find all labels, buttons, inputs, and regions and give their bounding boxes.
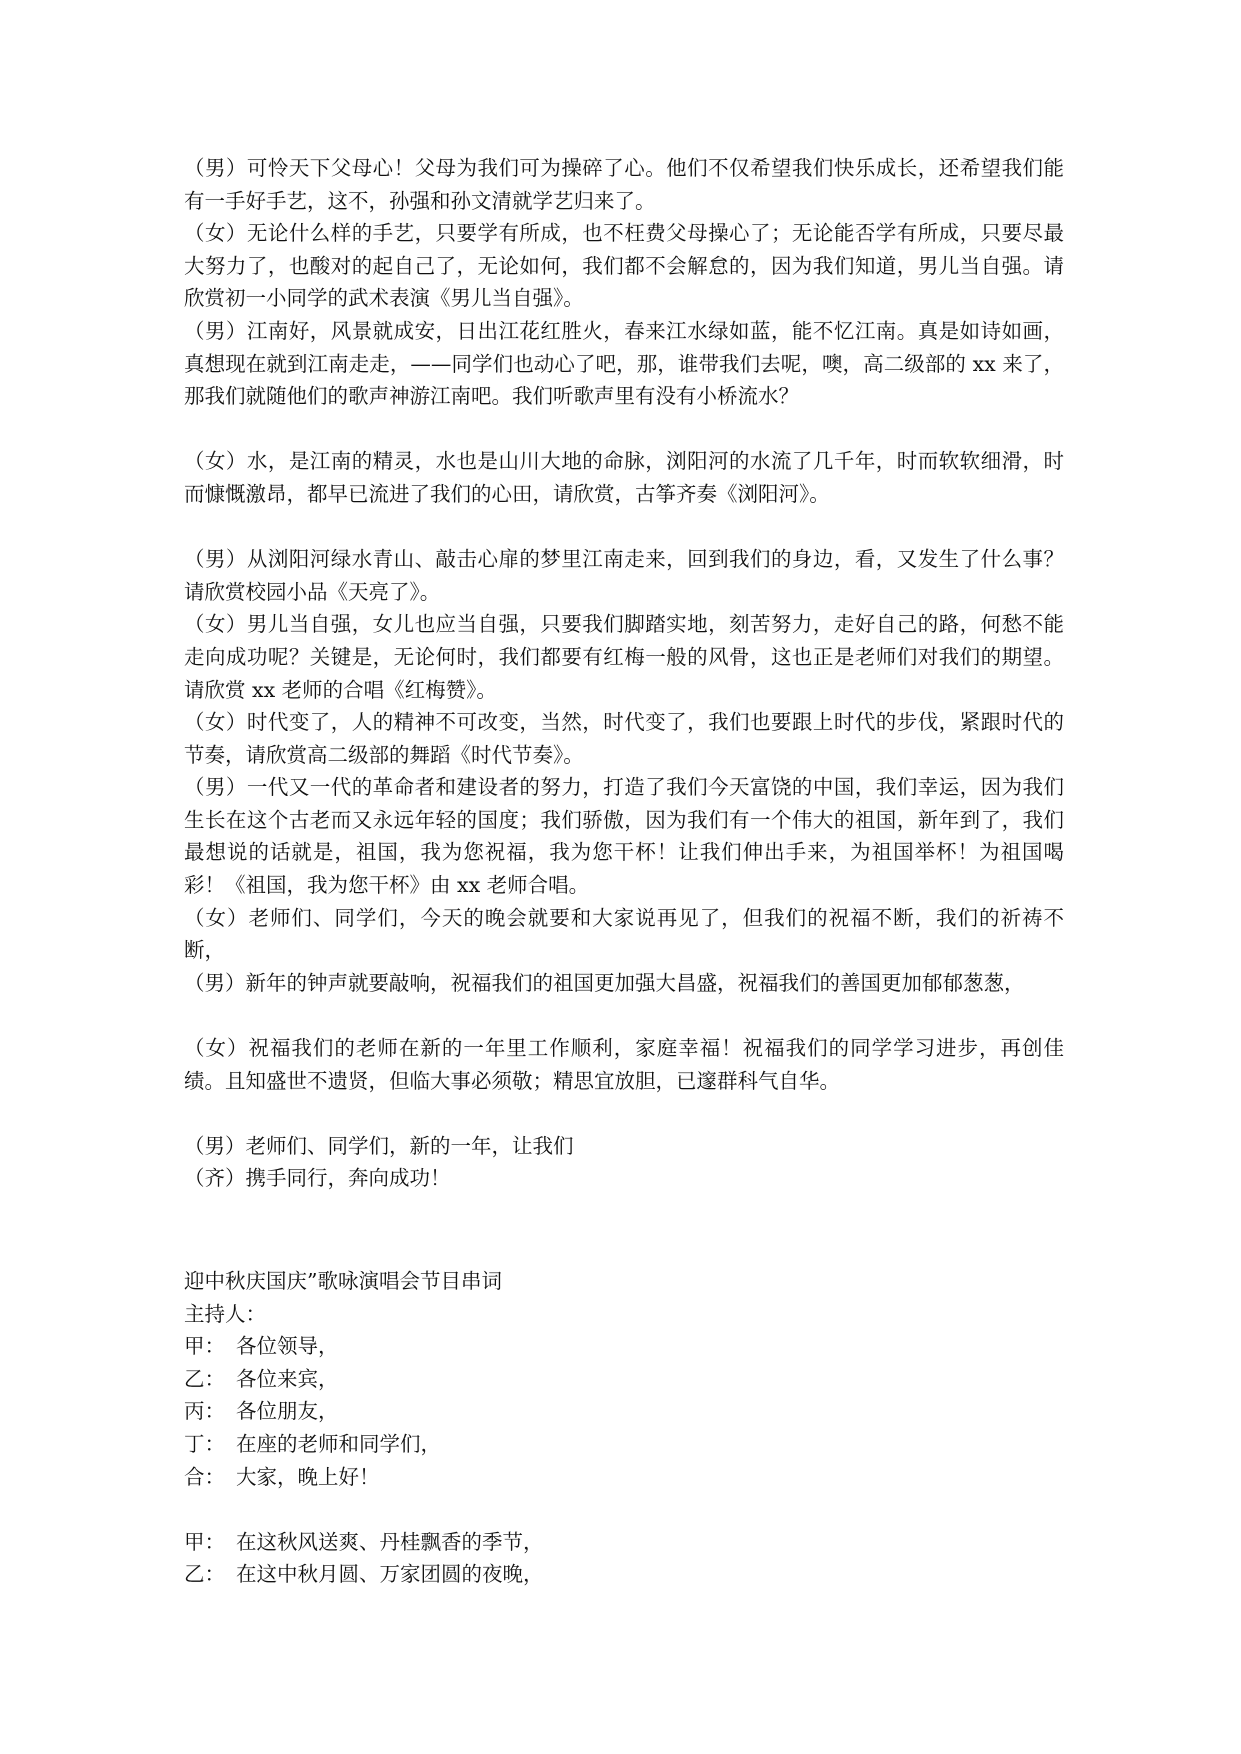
blank-line [184,511,1064,544]
host-text: 各位朋友， [236,1399,339,1424]
paragraph: （男）老师们、同学们，新的一年，让我们 [184,1133,574,1158]
paragraph: （女）男儿当自强，女儿也应当自强，只要我们脚踏实地，刻苦努力，走好自己的路，何愁不能走向成功呢？关键是，无论何时，我们都要有红梅一般的风骨，这也正是老师们对我们的期望。请欣赏 xx 老师的合唱《红梅赞》。 [184,612,1064,702]
paragraph: （男）一代又一代的革命者和建设者的努力，打造了我们今天富饶的中国，我们幸运，因为我们生长在这个古老而又永远年轻的国度；我们骄傲，因为我们有一个伟大的祖国，新年到了，我们最想说的话就是，祖国，我为您祝福，我为您干杯！让我们伸出手来，为祖国举杯！为祖国喝彩！《祖国，我为您干杯》由 xx 老师合唱。 [184,775,1064,898]
paragraph: （男）江南好，风景就成安，日出江花红胜火，春来江水绿如蓝，能不忆江南。真是如诗如画，真想现在就到江南走走，——同学们也动心了吧，那，谁带我们去呢，噢，高二级部的 xx 来了，那我们就随他们的歌声神游江南吧。我们听歌声里有没有小桥流水？ [184,318,1064,409]
host-role: 甲： [184,1334,225,1359]
blank-line [184,1097,1064,1130]
host-line [184,1558,1064,1591]
host-text: 各位来宾， [236,1366,339,1391]
paragraph: （女）老师们、同学们，今天的晚会就要和大家说再见了，但我们的祝福不断，我们的祈祷不断， [184,905,1064,963]
host-text: 在这中秋月圆、万家团圆的夜晚， [236,1562,544,1587]
host-line [184,1330,1064,1363]
paragraph: （男）从浏阳河绿水青山、敲击心扉的梦里江南走来，回到我们的身边，看，又发生了什么事？请欣赏校园小品《天亮了》。 [184,547,1064,604]
host-role: 丁： [184,1431,225,1456]
section-break [184,1195,1064,1265]
host-role: 丙： [184,1399,225,1424]
blank-line [184,1493,1064,1526]
paragraph: （女）时代变了，人的精神不可改变，当然，时代变了，我们也要跟上时代的步伐，紧跟时代的节奏，请欣赏高二级部的舞蹈《时代节奏》。 [184,710,1064,767]
host-line [184,1428,1064,1461]
section-title: 迎中秋庆国庆”歌咏演唱会节目串词 [184,1269,502,1293]
paragraph: （女）无论什么样的手艺，只要学有所成，也不枉费父母操心了；无论能否学有所成，只要尽最大努力了，也酸对的起自己了，无论如何，我们都不会解怠的，因为我们知道，男儿当自强。请欣赏初一小同学的武术表演《男儿当自强》。 [184,221,1064,311]
document-body [184,152,1064,1591]
paragraph: （齐）携手同行，奔向成功！ [184,1166,451,1191]
paragraph: （女）水，是江南的精灵，水也是山川大地的命脉，浏阳河的水流了几千年，时而软软细滑，时而慷慨激昂，都早已流进了我们的心田，请欣赏，古筝齐奏《浏阳河》。 [184,449,1064,506]
host-text: 大家，晚上好！ [236,1464,380,1489]
hosts-label: 主持人： [184,1301,266,1326]
host-line [184,1395,1064,1428]
host-text: 在座的老师和同学们， [236,1431,441,1456]
host-text: 在这秋风送爽、丹桂飘香的季节， [236,1529,544,1554]
host-role: 合： [184,1464,225,1489]
host-role: 乙： [184,1366,225,1391]
blank-line [184,999,1064,1032]
paragraph: （男）可怜天下父母心！父母为我们可为操碎了心。他们不仅希望我们快乐成长，还希望我们能有一手好手艺，这不，孙强和孙文清就学艺归来了。 [184,156,1064,213]
host-line [184,1363,1064,1396]
paragraph: （女）祝福我们的老师在新的一年里工作顺利，家庭幸福！祝福我们的同学学习进步，再创佳绩。且知盛世不遗贤，但临大事必须敬；精思宜放胆，已邃群科气自华。 [184,1036,1064,1093]
host-role: 乙： [184,1562,225,1587]
host-text: 各位领导， [236,1334,339,1359]
paragraph: （男）新年的钟声就要敲响，祝福我们的祖国更加强大昌盛，祝福我们的善国更加郁郁葱葱， [184,970,1025,995]
blank-line [184,413,1064,446]
host-line [184,1461,1064,1494]
host-role: 甲： [184,1529,225,1554]
host-line [184,1526,1064,1559]
